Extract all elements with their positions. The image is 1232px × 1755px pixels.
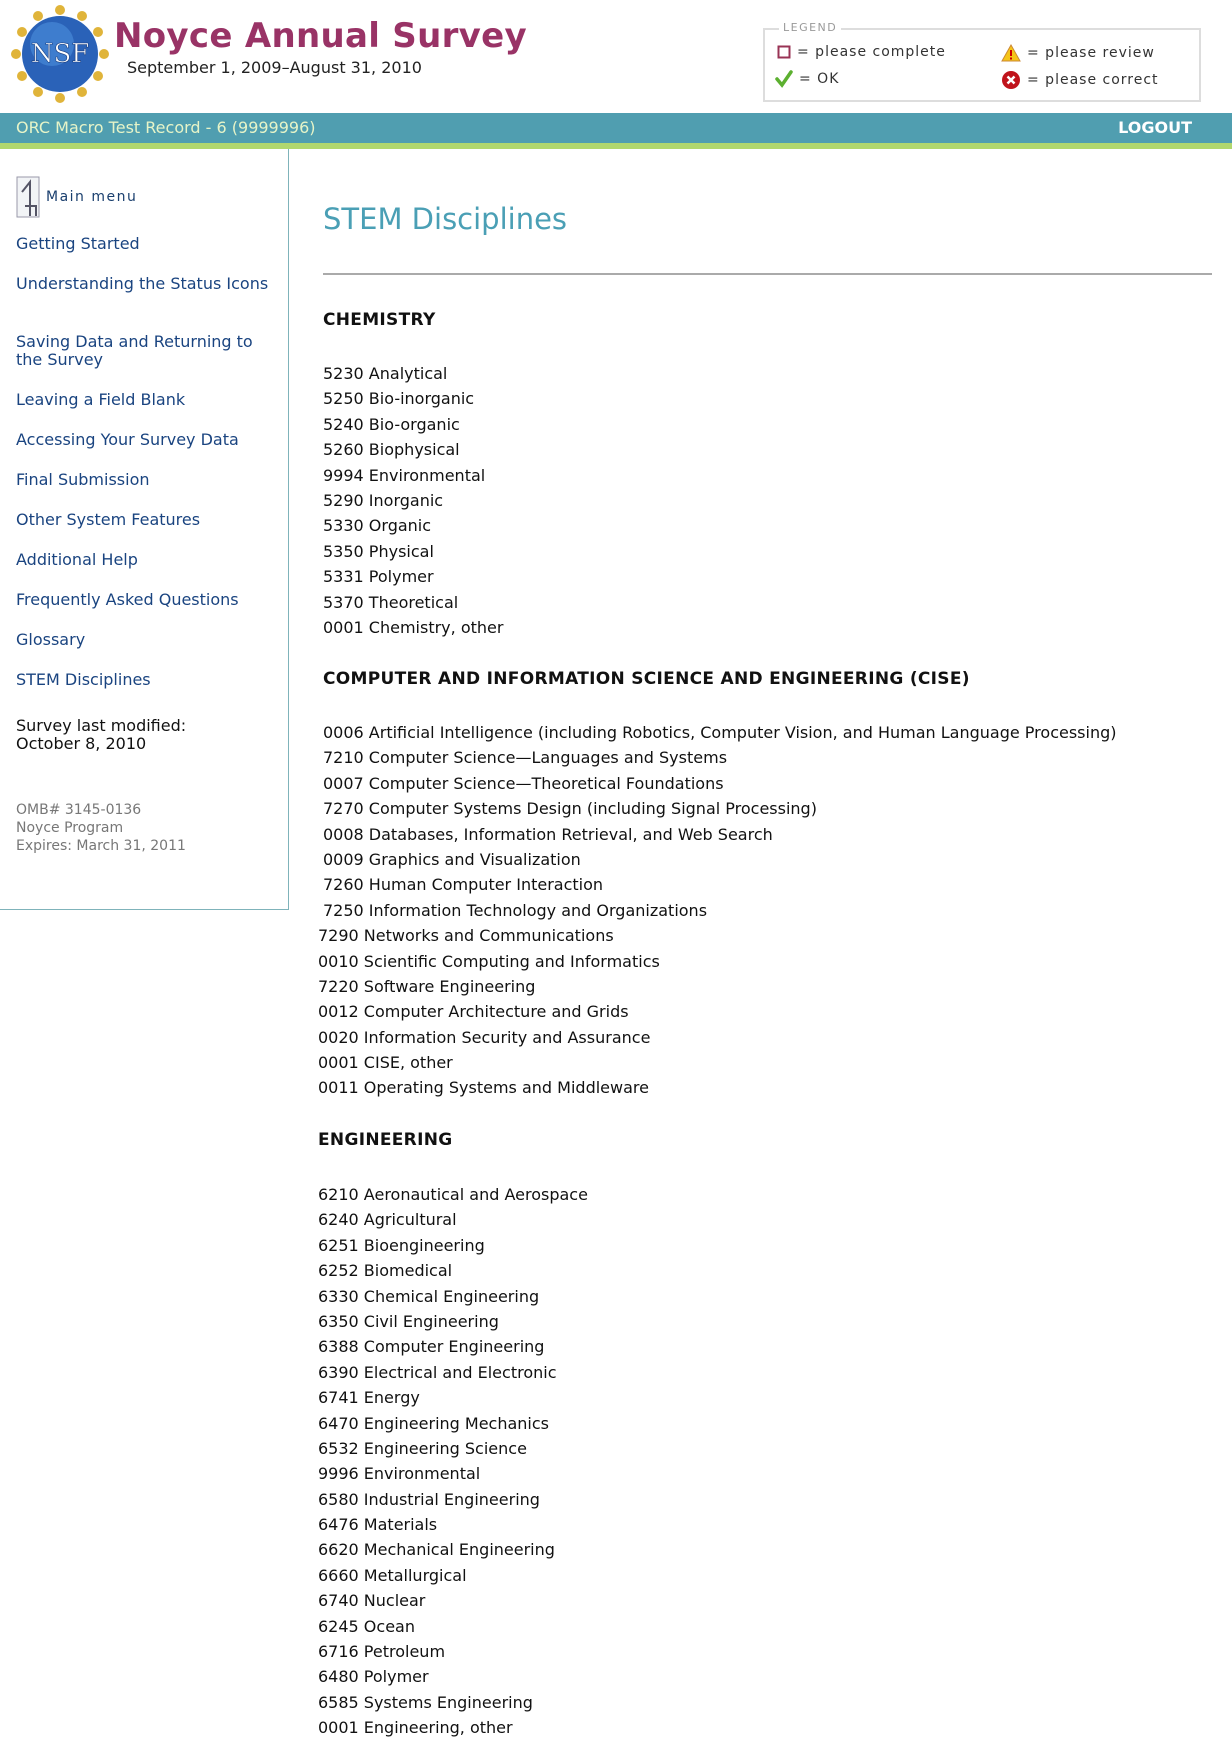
sidebar-item-accessing-data[interactable]: Accessing Your Survey Data — [16, 430, 239, 449]
sidebar-item-status-icons[interactable]: Understanding the Status Icons — [16, 274, 269, 293]
list-item: 6245 Ocean — [318, 1616, 415, 1636]
sidebar — [0, 149, 289, 910]
list-item: 5240 Bio-organic — [323, 414, 460, 434]
list-item: 0001 CISE, other — [318, 1053, 453, 1073]
list-item: 7290 Networks and Communications — [318, 926, 614, 946]
list-item: 7270 Computer Systems Design (including Signal Processing) — [323, 799, 817, 819]
list-item: 5260 Biophysical — [323, 440, 460, 460]
section-heading-chemistry: CHEMISTRY — [323, 310, 436, 330]
omb-number: OMB# 3145-0136 — [16, 802, 142, 818]
logout-button[interactable]: LOGOUT — [1118, 118, 1192, 137]
list-item: 7220 Software Engineering — [318, 976, 536, 996]
list-item: 6585 Systems Engineering — [318, 1692, 533, 1712]
list-item: 6470 Engineering Mechanics — [318, 1413, 549, 1433]
list-item: 5250 Bio-inorganic — [323, 389, 475, 409]
sidebar-item-final-submission[interactable]: Final Submission — [16, 470, 150, 489]
list-item: 0007 Computer Science—Theoretical Foundations — [323, 773, 724, 793]
last-modified-label: Survey last modified: — [16, 716, 187, 735]
legend — [763, 21, 1201, 102]
legend-please-correct — [1001, 70, 1159, 90]
chemistry-list — [323, 361, 503, 640]
cise-list — [318, 720, 1117, 1101]
divider — [323, 273, 1212, 275]
omb-info — [16, 801, 186, 855]
list-item: 6740 Nuclear — [318, 1591, 426, 1611]
list-item: 0011 Operating Systems and Middleware — [318, 1078, 649, 1098]
sidebar-item-field-blank[interactable]: Leaving a Field Blank — [16, 390, 186, 409]
list-item: 6660 Metallurgical — [318, 1565, 467, 1585]
last-modified-date: October 8, 2010 — [16, 734, 147, 753]
list-item: 6476 Materials — [318, 1515, 438, 1535]
app-title: Noyce Annual Survey — [114, 16, 527, 56]
nsf-logo — [10, 4, 110, 104]
list-item: 7260 Human Computer Interaction — [323, 875, 604, 895]
survey-period: September 1, 2009–August 31, 2010 — [127, 58, 422, 77]
checkmark-icon — [775, 70, 793, 88]
list-item: 5290 Inorganic — [323, 490, 444, 510]
legend-please-complete — [777, 44, 946, 60]
list-item: 5230 Analytical — [323, 364, 448, 383]
legend-label: = please review — [1027, 45, 1155, 61]
list-item: 7250 Information Technology and Organizations — [323, 900, 708, 920]
list-item: 0008 Databases, Information Retrieval, and Web Search — [323, 824, 773, 844]
main-menu-label: Main menu — [46, 189, 138, 205]
legend-label: = please correct — [1027, 72, 1159, 88]
list-item: 0006 Artificial Intelligence (including Robotics, Computer Vision, and Human Language Processing) — [323, 723, 1117, 742]
list-item: 0020 Information Security and Assurance — [318, 1027, 651, 1047]
main-menu-icon — [16, 176, 40, 218]
sidebar-item-stem-disciplines[interactable]: STEM Disciplines — [16, 670, 151, 689]
sidebar-item-faq[interactable]: Frequently Asked Questions — [16, 590, 239, 609]
list-item: 6388 Computer Engineering — [318, 1337, 545, 1357]
list-item: 6251 Bioengineering — [318, 1235, 485, 1255]
expiration: Expires: March 31, 2011 — [16, 838, 186, 854]
list-item: 6480 Polymer — [318, 1667, 429, 1687]
list-item: 6252 Biomedical — [318, 1261, 453, 1281]
list-item: 0012 Computer Architecture and Grids — [318, 1002, 629, 1022]
record-label: ORC Macro Test Record - 6 (9999996) — [16, 118, 316, 137]
list-item: 6210 Aeronautical and Aerospace — [318, 1185, 588, 1204]
section-heading-cise: COMPUTER AND INFORMATION SCIENCE AND ENGINEERING (CISE) — [323, 669, 970, 689]
sidebar-item-additional-help[interactable]: Additional Help — [16, 550, 138, 569]
last-modified — [16, 717, 186, 753]
engineering-list — [318, 1182, 588, 1741]
list-item: 5331 Polymer — [323, 567, 434, 587]
list-item: 0001 Engineering, other — [318, 1718, 513, 1738]
list-item: 6741 Energy — [318, 1388, 420, 1408]
legend-please-review — [1001, 44, 1155, 62]
list-item: 7210 Computer Science—Languages and Systems — [323, 748, 728, 768]
section-heading-engineering: ENGINEERING — [318, 1130, 453, 1150]
sidebar-item-glossary[interactable]: Glossary — [16, 630, 86, 649]
legend-label: = please complete — [797, 44, 946, 60]
list-item: 9994 Environmental — [323, 465, 486, 485]
error-x-icon — [1001, 70, 1021, 90]
legend-title: LEGEND — [779, 21, 841, 34]
list-item: 6330 Chemical Engineering — [318, 1286, 540, 1306]
list-item: 5370 Theoretical — [323, 592, 459, 612]
list-item: 6350 Civil Engineering — [318, 1311, 499, 1331]
list-item: 6620 Mechanical Engineering — [318, 1540, 555, 1560]
program-name: Noyce Program — [16, 820, 124, 836]
sidebar-item-other-features[interactable]: Other System Features — [16, 510, 201, 529]
sidebar-item-saving-data[interactable]: Saving Data and Returning to the Survey — [16, 332, 253, 369]
header — [0, 0, 1232, 113]
list-item: 6580 Industrial Engineering — [318, 1489, 540, 1509]
empty-checkbox-icon — [777, 45, 791, 59]
list-item: 5350 Physical — [323, 541, 434, 561]
list-item: 6716 Petroleum — [318, 1642, 446, 1662]
main-menu-link[interactable] — [16, 176, 137, 218]
list-item: 0001 Chemistry, other — [323, 617, 504, 637]
list-item: 0009 Graphics and Visualization — [323, 849, 581, 869]
page-title: STEM Disciplines — [323, 202, 568, 236]
record-bar — [0, 113, 1232, 143]
list-item: 6240 Agricultural — [318, 1210, 457, 1230]
legend-ok — [775, 70, 839, 88]
list-item: 6532 Engineering Science — [318, 1438, 527, 1458]
legend-label: = OK — [799, 71, 840, 87]
list-item: 0010 Scientific Computing and Informatics — [318, 951, 660, 971]
list-item: 6390 Electrical and Electronic — [318, 1362, 557, 1382]
list-item: 9996 Environmental — [318, 1464, 481, 1484]
warning-icon — [1001, 44, 1021, 62]
list-item: 5330 Organic — [323, 516, 432, 536]
sidebar-item-getting-started[interactable]: Getting Started — [16, 234, 140, 253]
svg-text:NSF: NSF — [30, 39, 90, 69]
